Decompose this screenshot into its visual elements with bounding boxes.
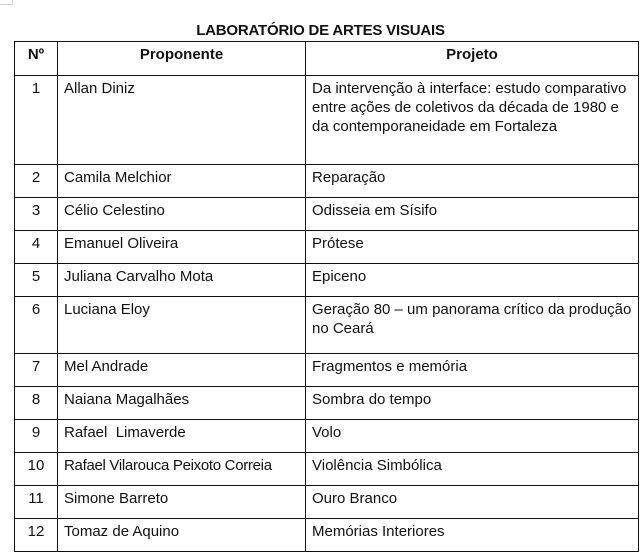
cell-number: 2 [15, 165, 58, 198]
table-row [15, 486, 639, 519]
cell-number: 5 [15, 264, 58, 297]
cell-projeto: Violência Simbólica [306, 453, 639, 486]
table-row [15, 420, 639, 453]
cell-proponente: Rafael Limaverde [58, 420, 306, 453]
table-row [15, 231, 639, 264]
cell-proponente: Juliana Carvalho Mota [58, 264, 306, 297]
header-projeto: Projeto [306, 42, 639, 76]
cell-projeto: Odisseia em Sísifo [306, 198, 639, 231]
cell-projeto: Epiceno [306, 264, 639, 297]
cell-proponente: Emanuel Oliveira [58, 231, 306, 264]
cell-number: 6 [15, 297, 58, 354]
cell-number: 10 [15, 453, 58, 486]
corner-artifact [0, 0, 13, 5]
cell-proponente: Simone Barreto [58, 486, 306, 519]
cell-projeto: Ouro Branco [306, 486, 639, 519]
table-row [15, 198, 639, 231]
cell-projeto: Reparação [306, 165, 639, 198]
table-row [15, 76, 639, 165]
cell-number: 12 [15, 519, 58, 552]
cell-projeto: Prótese [306, 231, 639, 264]
cell-projeto: Fragmentos e memória [306, 354, 639, 387]
cell-projeto: Volo [306, 420, 639, 453]
table-row [15, 264, 639, 297]
cell-proponente: Tomaz de Aquino [58, 519, 306, 552]
cell-projeto: Sombra do tempo [306, 387, 639, 420]
cell-number: 7 [15, 354, 58, 387]
cell-proponente: Célio Celestino [58, 198, 306, 231]
cell-number: 11 [15, 486, 58, 519]
cell-number: 1 [15, 76, 58, 165]
table-row [15, 354, 639, 387]
table-row [15, 387, 639, 420]
cell-proponente: Mel Andrade [58, 354, 306, 387]
cell-number: 8 [15, 387, 58, 420]
table-row [15, 165, 639, 198]
cell-proponente: Allan Diniz [58, 76, 306, 165]
table-header-row [15, 42, 639, 76]
table-row [15, 453, 639, 486]
cell-projeto: Memórias Interiores [306, 519, 639, 552]
cell-proponente: Luciana Eloy [58, 297, 306, 354]
cell-projeto: Da intervenção à interface: estudo comparativo entre ações de coletivos da década de 1980 e da contemporaneidade em Fortaleza [306, 76, 639, 165]
cell-proponente: Camila Melchior [58, 165, 306, 198]
projects-table [14, 41, 639, 552]
cell-proponente: Rafael Vilarouca Peixoto Correia [58, 453, 306, 486]
cell-number: 9 [15, 420, 58, 453]
cell-number: 3 [15, 198, 58, 231]
cell-proponente: Naiana Magalhães [58, 387, 306, 420]
cell-projeto: Geração 80 – um panorama crítico da produção no Ceará [306, 297, 639, 354]
header-number: Nº [15, 42, 58, 76]
document-title: LABORATÓRIO DE ARTES VISUAIS [196, 22, 445, 39]
table-row [15, 519, 639, 552]
header-proponente: Proponente [58, 42, 306, 76]
cell-number: 4 [15, 231, 58, 264]
table-row [15, 297, 639, 354]
